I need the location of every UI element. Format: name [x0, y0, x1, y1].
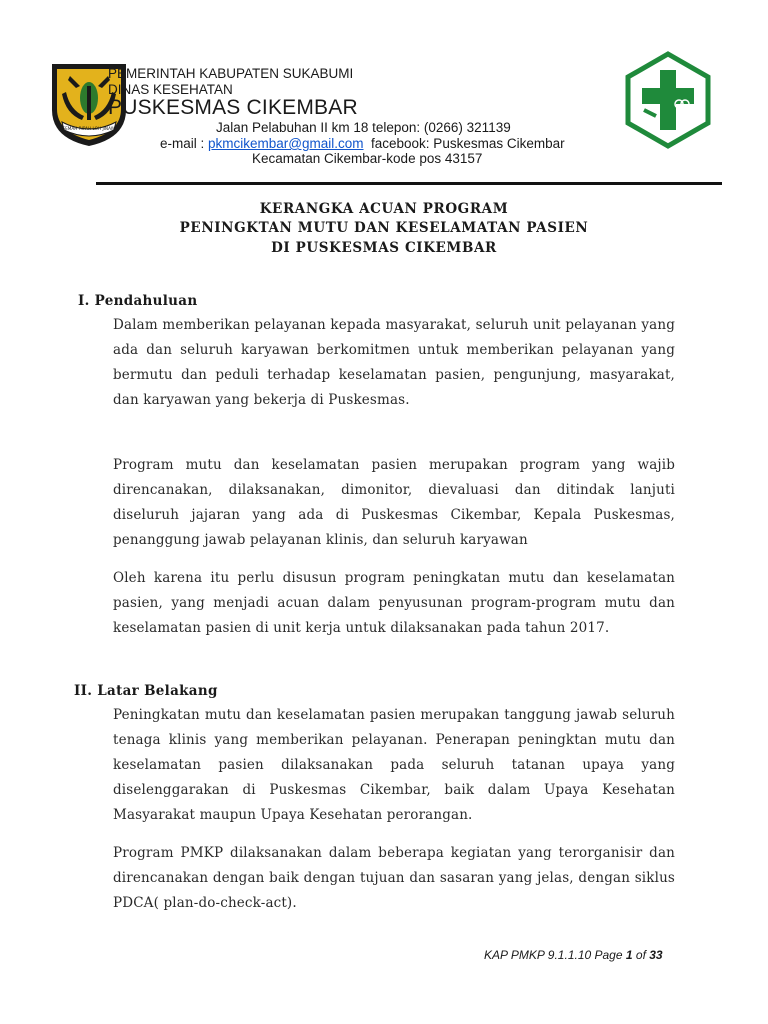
header-address: Jalan Pelabuhan II km 18 telepon: (0266) 321139 — [216, 120, 511, 135]
email-prefix: e-mail : — [160, 136, 209, 151]
paragraph: Peningkatan mutu dan keselamatan pasien merupakan tanggung jawab seluruh tenaga klinis yang memberikan pelayanan. Penerapan peningktan mutu dan keselamatan pasien dilaksanakan pada seluruh tatanan upaya yang diselenggarakan di Puskesmas Cikembar, baik dalam Upaya Kesehatan Masyarakat maupun Upaya Kesehatan perorangan. — [113, 707, 675, 823]
header-district: Kecamatan Cikembar-kode pos 43157 — [252, 151, 483, 166]
header-institution-name: PUSKESMAS CIKEMBAR — [108, 96, 358, 119]
emblem-motto: GEMAH RIPAH LOH JINAWI — [61, 126, 117, 131]
email-link[interactable]: pkmcikembar@gmail.com — [208, 136, 364, 151]
footer-of: of — [632, 948, 650, 962]
header-divider — [96, 182, 722, 185]
header-contact — [160, 136, 565, 151]
page-footer — [484, 948, 663, 962]
header-government-line: PEMERINTAH KABUPATEN SUKABUMI — [108, 66, 354, 81]
puskesmas-hexagon-cross-icon — [622, 50, 714, 150]
page-total: 33 — [649, 948, 663, 962]
paragraph: Program PMKP dilaksanakan dalam beberapa kegiatan yang terorganisir dan direncanakan dengan baik dengan tujuan dan sasaran yang jelas, dengan siklus PDCA( plan-do-check-act). — [113, 845, 675, 911]
page-number: 1 — [625, 948, 633, 962]
facebook-text: facebook: Puskesmas Cikembar — [363, 136, 565, 151]
document-title-line-2: PENINGKTAN MUTU DAN KESELAMATAN PASIEN — [179, 220, 589, 236]
paragraph: Oleh karena itu perlu disusun program peningkatan mutu dan keselamatan pasien, yang menjadi acuan dalam penyusunan program-program mutu dan keselamatan pasien di unit kerja untuk dilaksanakan pada tahun 2017. — [113, 570, 675, 636]
section-heading-latar-belakang: II. Latar Belakang — [74, 683, 218, 699]
section-heading-pendahuluan: I. Pendahuluan — [78, 293, 198, 309]
document-title-line-1: KERANGKA ACUAN PROGRAM — [259, 201, 509, 217]
footer-prefix: KAP PMKP 9.1.1.10 Page — [484, 948, 626, 962]
paragraph: Program mutu dan keselamatan pasien merupakan program yang wajib direncanakan, dilaksanakan, dimonitor, dievaluasi dan ditindak lanjuti diseluruh jajaran yang ada di Puskesmas Cikembar, Kepala Puskesmas, penanggung jawab pelayanan klinis, dan seluruh karyawan — [113, 457, 675, 548]
paragraph: Dalam memberikan pelayanan kepada masyarakat, seluruh unit pelayanan yang ada dan seluruh karyawan berkomitmen untuk memberikan pelayanan yang bermutu dan peduli terhadap keselamatan pasien, pengunjung, masyarakat, dan karyawan yang bekerja di Puskesmas. — [113, 317, 675, 408]
header-department-line: DINAS KESEHATAN — [108, 82, 233, 97]
document-title-line-3: DI PUSKESMAS CIKEMBAR — [271, 240, 497, 256]
